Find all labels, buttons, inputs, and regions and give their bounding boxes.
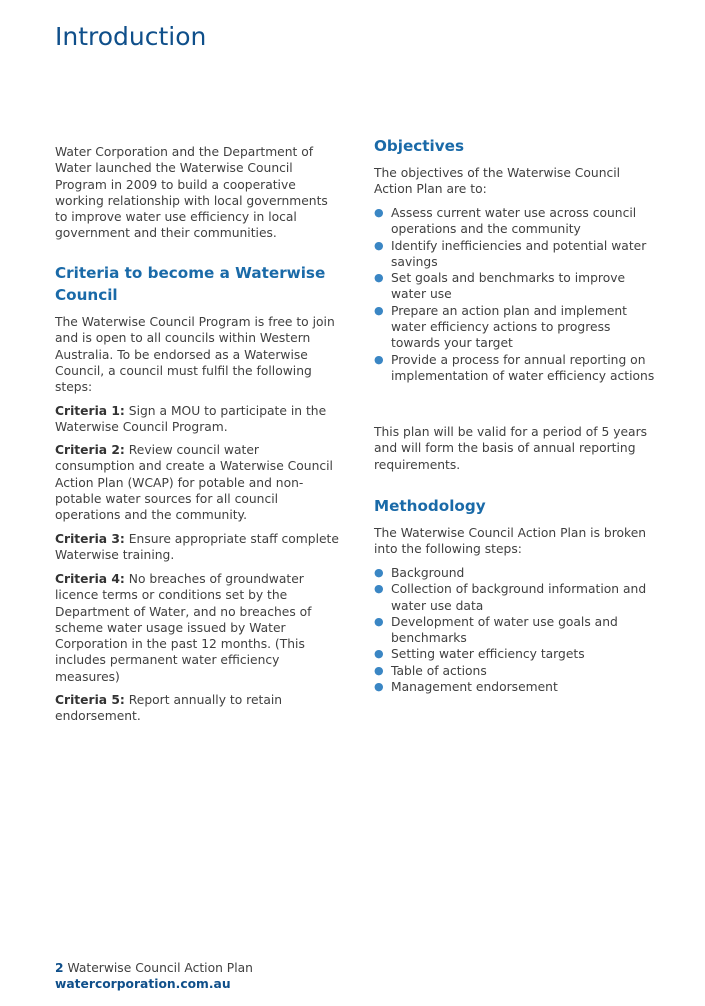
bullet-icon: ●	[374, 582, 384, 596]
criteria-heading: Criteria to become a Waterwise Council	[55, 264, 326, 304]
criteria-1	[55, 403, 339, 436]
criteria-3-label: Criteria 3:	[55, 532, 125, 546]
bullet-icon: ●	[374, 238, 384, 252]
criteria-5-label: Criteria 5:	[55, 693, 125, 707]
criteria-2	[55, 442, 339, 523]
list-item	[374, 238, 656, 271]
bullet-icon: ●	[374, 303, 384, 317]
methodology-list	[374, 565, 656, 695]
objectives-heading: Objectives	[374, 137, 464, 155]
criteria-2-label: Criteria 2:	[55, 443, 125, 457]
page-title: Introduction	[55, 22, 207, 51]
bullet-icon: ●	[374, 614, 384, 628]
step-text: Setting water efficiency targets	[391, 647, 585, 662]
objectives-intro: The objectives of the Waterwise Council Action Plan are to:	[374, 166, 621, 197]
criteria-4	[55, 571, 339, 685]
list-item	[374, 614, 656, 647]
bullet-icon: ●	[374, 663, 384, 677]
bullet-icon: ●	[374, 206, 384, 219]
bullet-icon: ●	[374, 352, 384, 366]
criteria-4-label: Criteria 4:	[55, 572, 125, 586]
list-item	[374, 679, 656, 695]
step-text: Table of actions	[391, 663, 487, 678]
list-item	[374, 565, 656, 581]
footer	[55, 960, 253, 992]
document-name: Waterwise Council Action Plan	[67, 961, 253, 975]
objective-text: Prepare an action plan and implement water efficiency actions to progress towards your target	[391, 303, 627, 351]
criteria-3	[55, 531, 339, 564]
objective-text: Identify inefficiencies and potential water savings	[391, 238, 647, 269]
criteria-3-text: Ensure appropriate staff complete Waterwise training.	[55, 532, 339, 563]
criteria-1-label: Criteria 1:	[55, 404, 125, 418]
objective-text: Set goals and benchmarks to improve water use	[391, 271, 626, 302]
bullet-icon: ●	[374, 566, 384, 579]
page-number: 2	[55, 961, 64, 975]
objective-text: Provide a process for annual reporting on implementation of water efficiency actions	[391, 352, 655, 383]
criteria-5	[55, 692, 339, 725]
criteria-1-text: Sign a MOU to participate in the Waterwise Council Program.	[55, 404, 327, 435]
list-item	[374, 205, 656, 238]
bullet-icon: ●	[374, 271, 384, 285]
step-text: Management endorsement	[391, 680, 558, 695]
footer-url-link[interactable]: watercorporation.com.au	[55, 977, 231, 991]
criteria-2-text: Review council water consumption and create a Waterwise Council Action Plan (WCAP) for potable and non-potable water sources for all council operations and the community.	[55, 443, 333, 523]
validity-paragraph: This plan will be valid for a period of 5 years and will form the basis of annual reporting requirements.	[374, 425, 648, 472]
objectives-list	[374, 205, 656, 384]
list-item	[374, 646, 656, 662]
step-text: Collection of background information and water use data	[391, 582, 647, 613]
list-item	[374, 663, 656, 679]
criteria-4-text: No breaches of groundwater licence terms or conditions set by the Department of Water, and no breaches of scheme water usage issued by Water Corporation in the past 12 months. (This includes permanent water efficiency measures)	[55, 572, 312, 684]
methodology-heading: Methodology	[374, 497, 486, 515]
methodology-intro: The Waterwise Council Action Plan is broken into the following steps:	[374, 526, 647, 557]
bullet-icon: ●	[374, 680, 384, 694]
intro-paragraph: Water Corporation and the Department of Water launched the Waterwise Council Program in 2009 to build a cooperative working relationship with local governments to improve water use efficiency in local government and their communities.	[55, 145, 328, 241]
step-text: Background	[391, 566, 465, 580]
criteria-intro: The Waterwise Council Program is free to join and is open to all councils within Western Australia. To be endorsed as a Waterwise Council, a council must fulfil the following steps:	[55, 315, 335, 395]
list-item	[374, 303, 656, 352]
step-text: Development of water use goals and benchmarks	[391, 614, 618, 646]
criteria-5-text: Report annually to retain endorsement.	[55, 693, 283, 724]
list-item	[374, 581, 656, 614]
objective-text: Assess current water use across council operations and the community	[391, 206, 637, 237]
list-item	[374, 270, 656, 303]
bullet-icon: ●	[374, 647, 384, 661]
list-item	[374, 352, 656, 385]
